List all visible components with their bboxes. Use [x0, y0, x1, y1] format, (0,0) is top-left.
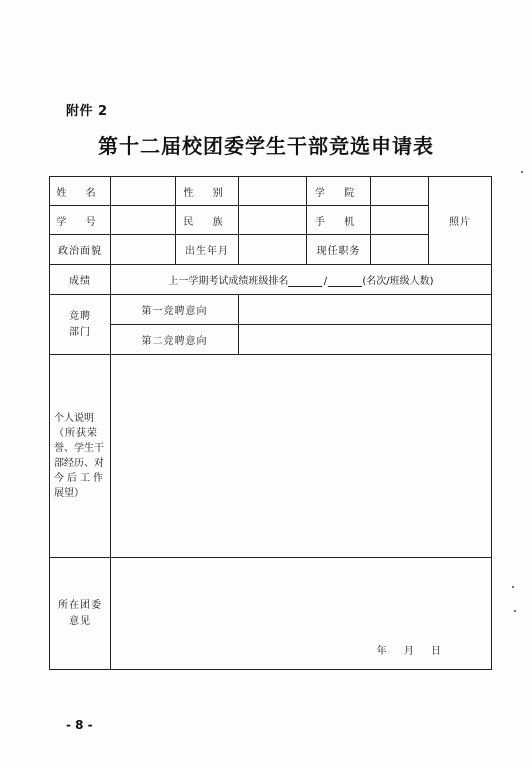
personal-label-line: （所获荣	[54, 428, 98, 439]
personal-label-line: 部经历、对	[54, 458, 104, 469]
grades-row	[111, 265, 492, 295]
student-id-label: 学 号	[50, 206, 111, 235]
second-choice-label: 第二竞聘意向	[111, 325, 239, 355]
application-label-line1: 竞聘	[69, 310, 91, 322]
page-number: - 8 -	[66, 718, 93, 732]
personal-statement-field[interactable]	[111, 355, 492, 558]
current-position-field[interactable]	[371, 235, 429, 265]
personal-label-line: 展望）	[54, 488, 84, 499]
ethnicity-field[interactable]	[239, 206, 307, 235]
name-label: 姓 名	[50, 177, 111, 206]
rank-field[interactable]	[288, 276, 322, 287]
personal-label-line: 誉、学生干	[54, 443, 104, 454]
photo-box[interactable]	[429, 177, 492, 265]
application-department-label	[50, 295, 111, 355]
grades-suffix: (名次/班级人数)	[362, 276, 434, 287]
birth-date-field[interactable]	[239, 235, 307, 265]
page-title: 第十二届校团委学生干部竞选申请表	[98, 134, 434, 158]
phone-field[interactable]	[371, 206, 429, 235]
scan-speck	[521, 171, 523, 173]
application-form-table	[49, 176, 492, 670]
attachment-label: 附件 2	[66, 104, 108, 119]
gender-field[interactable]	[239, 177, 307, 206]
photo-label: 照片	[449, 217, 471, 228]
political-status-field[interactable]	[111, 235, 176, 265]
scan-speck	[512, 586, 514, 588]
first-choice-field[interactable]	[239, 295, 492, 325]
class-size-field[interactable]	[328, 276, 362, 287]
scan-speck	[514, 610, 516, 612]
college-field[interactable]	[371, 177, 429, 206]
first-choice-label: 第一竞聘意向	[111, 295, 239, 325]
committee-opinion-label	[50, 558, 111, 670]
personal-label-line: 今后工作	[54, 473, 106, 484]
committee-opinion-field[interactable]	[111, 558, 492, 670]
name-field[interactable]	[111, 177, 176, 206]
grades-prefix: 上一学期考试成绩班级排名	[168, 276, 289, 287]
current-position-label: 现任职务	[307, 235, 371, 265]
political-status-label: 政治面貌	[50, 235, 111, 265]
grades-label: 成绩	[50, 265, 111, 295]
student-id-field[interactable]	[111, 206, 176, 235]
personal-label-line: 个人说明	[54, 413, 94, 424]
gender-label: 性 别	[176, 177, 239, 206]
college-label: 学 院	[307, 177, 371, 206]
committee-label-line2: 意见	[69, 615, 91, 627]
signature-date: 年 月 日	[376, 646, 441, 657]
application-label-line2: 部门	[69, 326, 91, 338]
second-choice-field[interactable]	[239, 325, 492, 355]
personal-statement-label	[50, 355, 111, 558]
ethnicity-label: 民 族	[176, 206, 239, 235]
committee-label-line1: 所在团委	[58, 599, 102, 611]
grades-slash: /	[323, 276, 328, 287]
phone-label: 手 机	[307, 206, 371, 235]
birth-date-label: 出生年月	[176, 235, 239, 265]
